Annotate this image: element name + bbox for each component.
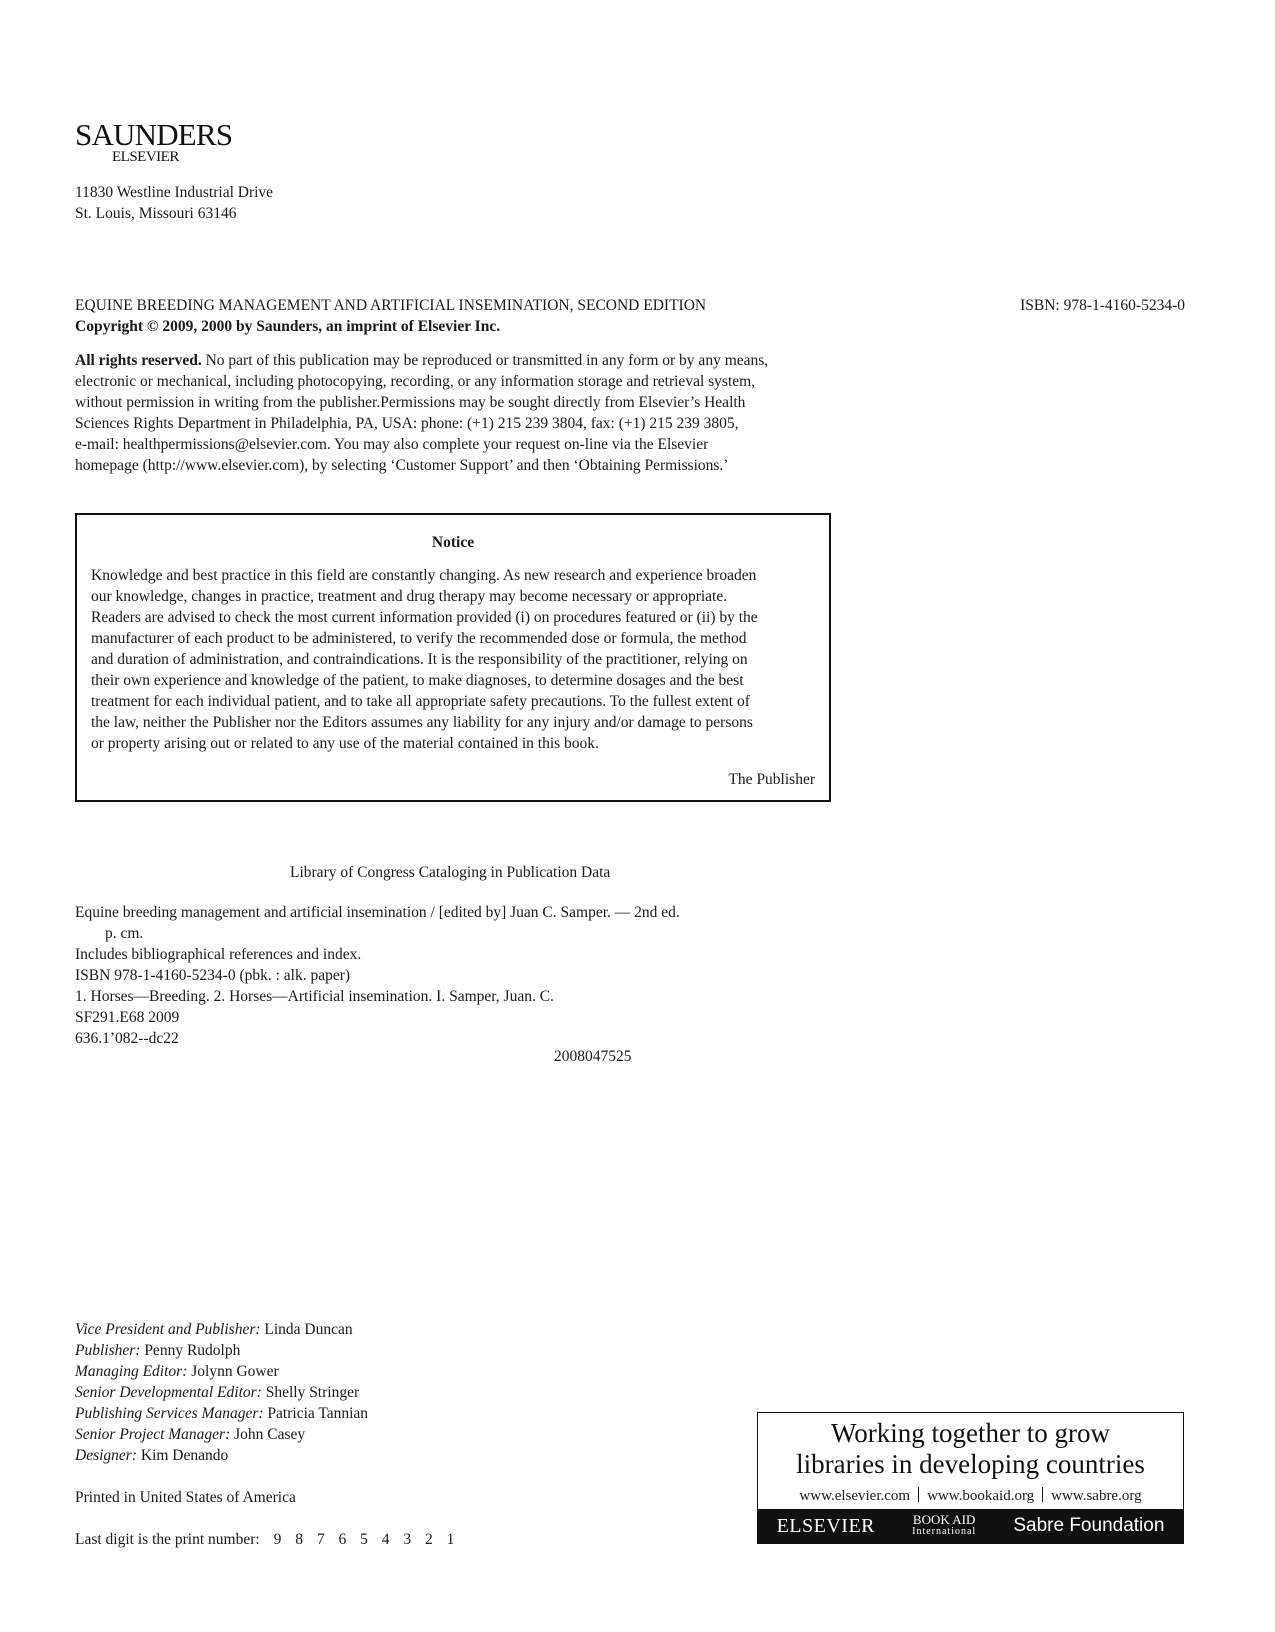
notice-line: Readers are advised to check the most current information provided (i) on procedures featured or (ii) by the xyxy=(91,609,758,626)
notice-line: Knowledge and best practice in this field are constantly changing. As new research and experience broaden xyxy=(91,567,757,584)
credit-role: Vice President and Publisher: xyxy=(75,1321,261,1338)
copyright-line: Copyright © 2009, 2000 by Saunders, an imprint of Elsevier Inc. xyxy=(75,318,501,335)
notice-box xyxy=(75,513,831,802)
notice-line: or property arising out or related to any use of the material contained in this book. xyxy=(91,735,599,752)
partner-heading xyxy=(758,1418,1183,1480)
bookaid-logo-top: BOOK AID xyxy=(912,1512,976,1527)
cip-line: 1. Horses—Breeding. 2. Horses—Artificial insemination. I. Samper, Juan. C. xyxy=(75,988,554,1005)
credit-item xyxy=(75,1404,368,1425)
link-bookaid: www.bookaid.org xyxy=(927,1488,1035,1504)
print-digit: 1 xyxy=(446,1531,455,1548)
credit-role: Designer: xyxy=(75,1447,137,1464)
credit-item xyxy=(75,1341,368,1362)
link-sabre: www.sabre.org xyxy=(1051,1488,1142,1504)
print-digit: 9 xyxy=(273,1531,282,1548)
print-digit: 3 xyxy=(403,1531,412,1548)
credit-role: Publisher: xyxy=(75,1342,141,1359)
notice-line: treatment for each individual patient, and to take all appropriate safety precautions. To the fullest extent of xyxy=(91,693,750,710)
logo-elsevier: ELSEVIER xyxy=(112,149,179,165)
rights-line: homepage (http://www.elsevier.com), by selecting ‘Customer Support’ and then ‘Obtaining Permissions.’ xyxy=(75,457,729,474)
print-number-label: Last digit is the print number: xyxy=(75,1531,260,1548)
print-digit: 8 xyxy=(295,1531,303,1548)
notice-signature: The Publisher xyxy=(728,771,815,788)
partner-heading-line: libraries in developing countries xyxy=(796,1449,1145,1479)
credit-item xyxy=(75,1446,368,1467)
print-digit: 6 xyxy=(338,1531,347,1548)
link-separator xyxy=(1042,1487,1043,1502)
credits-list xyxy=(75,1320,368,1467)
rights-line: electronic or mechanical, including photocopying, recording, or any information storage and retrieval system, xyxy=(75,373,756,390)
book-title-row xyxy=(75,296,1185,317)
partner-heading-line: Working together to grow xyxy=(830,1418,1111,1448)
credit-item xyxy=(75,1362,368,1383)
cip-number: 2008047525 xyxy=(554,1048,632,1065)
publisher-logo xyxy=(75,117,235,165)
credit-name: Shelly Stringer xyxy=(261,1384,360,1401)
credit-name: Kim Denando xyxy=(137,1447,229,1464)
cip-line: Equine breeding management and artificial insemination / [edited by] Juan C. Samper. — 2nd ed. xyxy=(75,904,680,921)
credit-item xyxy=(75,1320,368,1341)
rights-paragraph xyxy=(75,351,835,477)
notice-line: the law, neither the Publisher nor the Editors assumes any liability for any injury and/or damage to persons xyxy=(91,714,753,731)
bookaid-logo xyxy=(912,1514,976,1538)
notice-line: and duration of administration, and contraindications. It is the responsibility of the practitioner, relying on xyxy=(91,651,748,668)
partnership-banner xyxy=(757,1412,1184,1544)
link-elsevier: www.elsevier.com xyxy=(799,1488,911,1504)
notice-title: Notice xyxy=(431,534,475,551)
rights-line: without permission in writing from the publisher.Permissions may be sought directly from Elsevier’s Health xyxy=(75,394,746,411)
elsevier-logo: ELSEVIER xyxy=(776,1514,875,1537)
print-number-line xyxy=(75,1530,454,1551)
partner-logo-bar xyxy=(758,1509,1183,1543)
address-line: St. Louis, Missouri 63146 xyxy=(75,205,237,222)
cip-line: p. cm. xyxy=(105,925,144,942)
cip-heading: Library of Congress Cataloging in Publication Data xyxy=(290,864,611,881)
address-line: 11830 Westline Industrial Drive xyxy=(75,184,274,201)
printed-in: Printed in United States of America xyxy=(75,1489,296,1506)
partner-links xyxy=(758,1486,1183,1507)
credit-role: Senior Developmental Editor: xyxy=(75,1384,262,1401)
bookaid-logo-bottom: International xyxy=(912,1526,977,1537)
logo-saunders: SAUNDERS xyxy=(75,117,233,152)
credit-name: John Casey xyxy=(230,1426,306,1443)
rights-line: e-mail: healthpermissions@elsevier.com. You may also complete your request on-line via the Elsevier xyxy=(75,436,709,453)
credit-role: Managing Editor: xyxy=(75,1363,188,1380)
notice-body xyxy=(91,566,815,755)
credit-role: Senior Project Manager: xyxy=(75,1426,231,1443)
rights-line xyxy=(75,351,835,372)
credit-name: Patricia Tannian xyxy=(263,1405,369,1422)
credit-name: Penny Rudolph xyxy=(140,1342,241,1359)
rights-text: No part of this publication may be reproduced or transmitted in any form or by any means, xyxy=(201,352,769,369)
print-digit: 4 xyxy=(381,1531,390,1548)
credit-name: Jolynn Gower xyxy=(187,1363,279,1380)
rights-lead: All rights reserved. xyxy=(75,352,202,369)
notice-line: manufacturer of each product to be administered, to verify the recommended dose or formula, the method xyxy=(91,630,747,647)
cip-line: Includes bibliographical references and index. xyxy=(75,946,362,963)
credit-role: Publishing Services Manager: xyxy=(75,1405,264,1422)
rights-line: Sciences Rights Department in Philadelphia, PA, USA: phone: (+1) 215 239 3804, fax: (+1) 215 239 3805, xyxy=(75,415,739,432)
cip-line: 636.1’082--dc22 xyxy=(75,1030,179,1047)
sabre-logo: Sabre Foundation xyxy=(1013,1514,1165,1536)
notice-line: our knowledge, changes in practice, treatment and drug therapy may become necessary or appropriate. xyxy=(91,588,728,605)
cip-block xyxy=(75,903,755,1050)
cip-line: ISBN 978-1-4160-5234-0 (pbk. : alk. paper) xyxy=(75,967,351,984)
book-title: EQUINE BREEDING MANAGEMENT AND ARTIFICIAL INSEMINATION, SECOND EDITION xyxy=(75,297,707,314)
publisher-address xyxy=(75,183,273,225)
notice-line: their own experience and knowledge of the patient, to make diagnoses, to determine dosages and the best xyxy=(91,672,744,689)
print-digit: 2 xyxy=(424,1531,433,1548)
print-digit: 5 xyxy=(360,1531,368,1548)
credit-item xyxy=(75,1425,368,1446)
credit-name: Linda Duncan xyxy=(260,1321,353,1338)
print-digit: 7 xyxy=(316,1531,325,1548)
isbn: ISBN: 978-1-4160-5234-0 xyxy=(1020,297,1185,314)
credit-item xyxy=(75,1383,368,1404)
cip-line: SF291.E68 2009 xyxy=(75,1009,180,1026)
link-separator xyxy=(918,1487,919,1502)
